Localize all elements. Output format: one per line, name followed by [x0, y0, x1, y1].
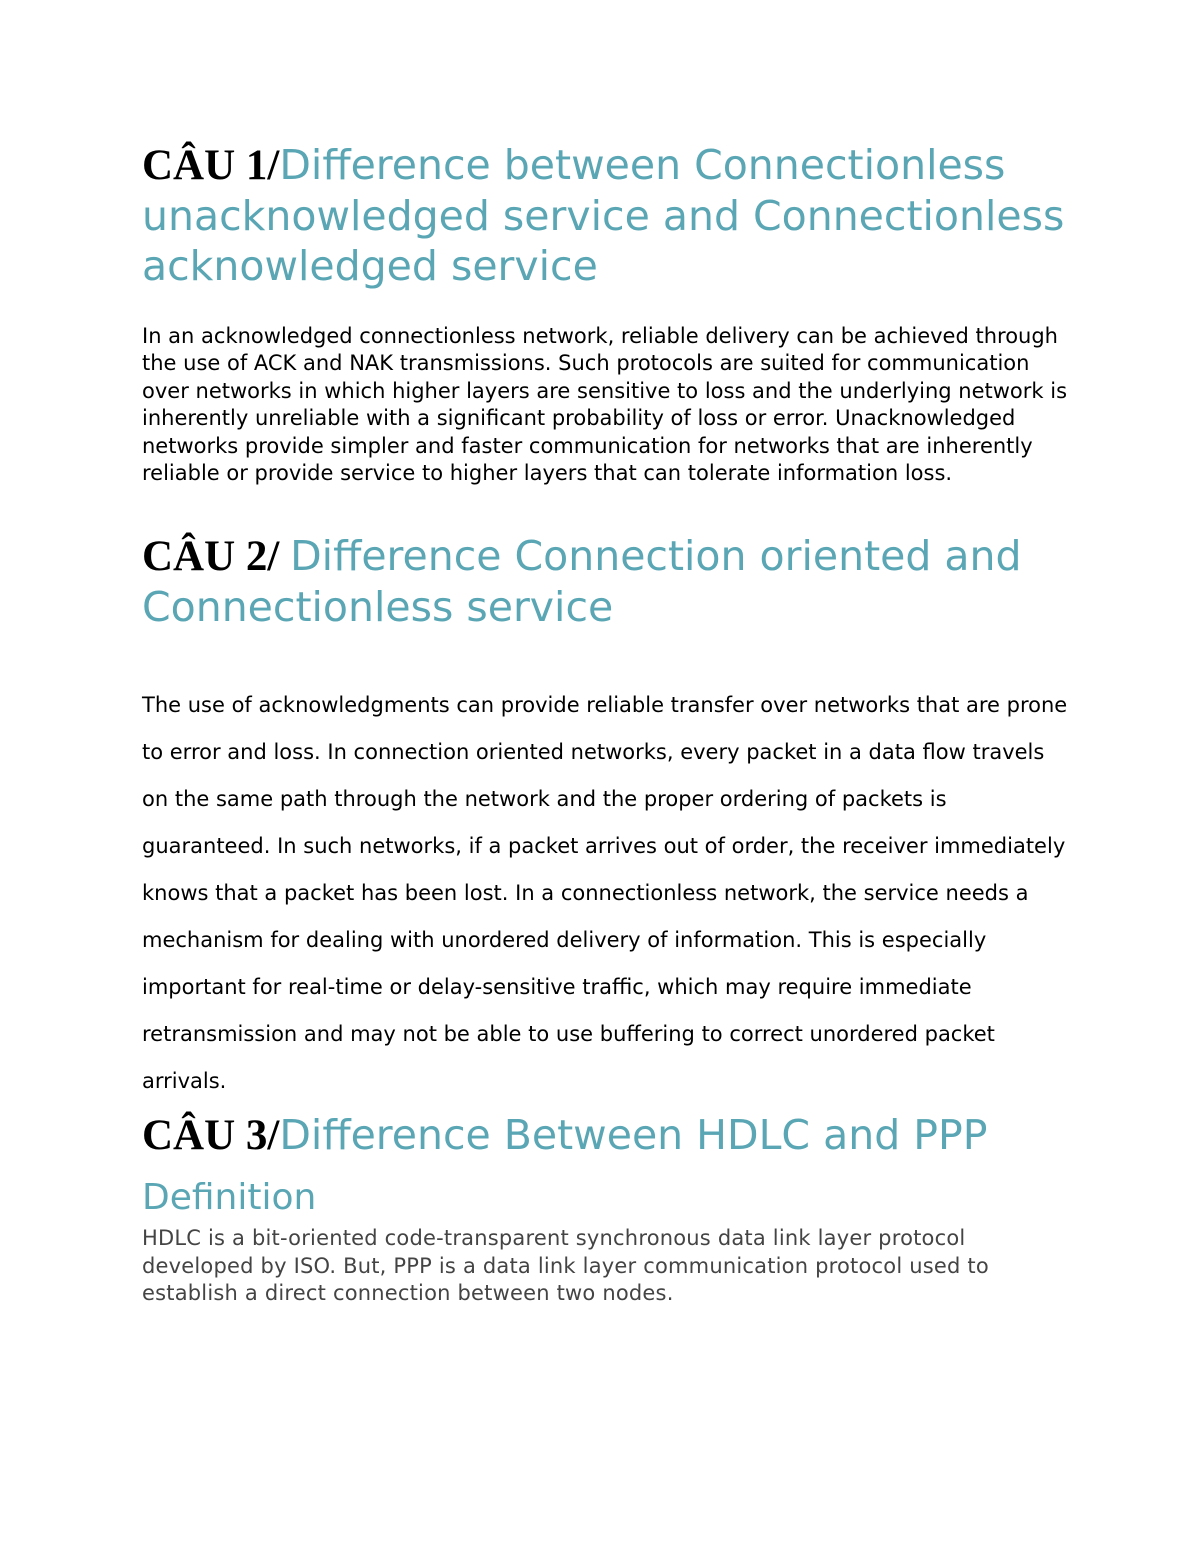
section-1-title: Difference between Connectionless unacknowledged service and Connectionless acknowledged service — [142, 141, 1065, 290]
section-3-body: HDLC is a bit-oriented code-transparent synchronous data link layer protocol developed by ISO. But, PPP is a data link layer communication protocol used to establish a direct connection between two nodes. — [142, 1226, 989, 1306]
document-content — [142, 140, 1072, 1308]
section-2-number: CÂU 2/ — [142, 533, 291, 581]
section-3-title: Difference Between HDLC and PPP — [279, 1111, 988, 1160]
section-1-number: CÂU 1/ — [142, 142, 280, 189]
section-2-heading — [142, 531, 1072, 632]
section-3-number: CÂU 3/ — [142, 1112, 280, 1160]
section-2-title: Difference Connection oriented and Connectionless service — [142, 532, 1022, 632]
section-1-heading — [142, 140, 1072, 291]
section-3-subheading: Definition — [142, 1177, 317, 1219]
section-3-heading — [142, 1110, 1072, 1161]
section-2-body: The use of acknowledgments can provide reliable transfer over networks that are prone to error and loss. In connection oriented networks, every packet in a data flow travels on the same path through the network and the proper ordering of packets is guaranteed. In such networks, if a packet arrives out of order, the receiver immediately knows that a packet has been lost. In a connectionless network, the service needs a mechanism for dealing with unordered delivery of information. This is especially important for real-time or delay-sensitive traffic, which may require immediate retransmission and may not be able to use buffering to correct unordered packet arrivals. — [142, 693, 1068, 1094]
section-1-body: In an acknowledged connectionless network, reliable delivery can be achieved through the use of ACK and NAK transmissions. Such protocols are suited for communication over networks in which higher layers are sensitive to loss and the underlying network is inherently unreliable with a significant probability of loss or error. Unacknowledged networks provide simpler and faster communication for networks that are inherently reliable or provide service to higher layers that can tolerate information loss. — [142, 324, 1068, 486]
